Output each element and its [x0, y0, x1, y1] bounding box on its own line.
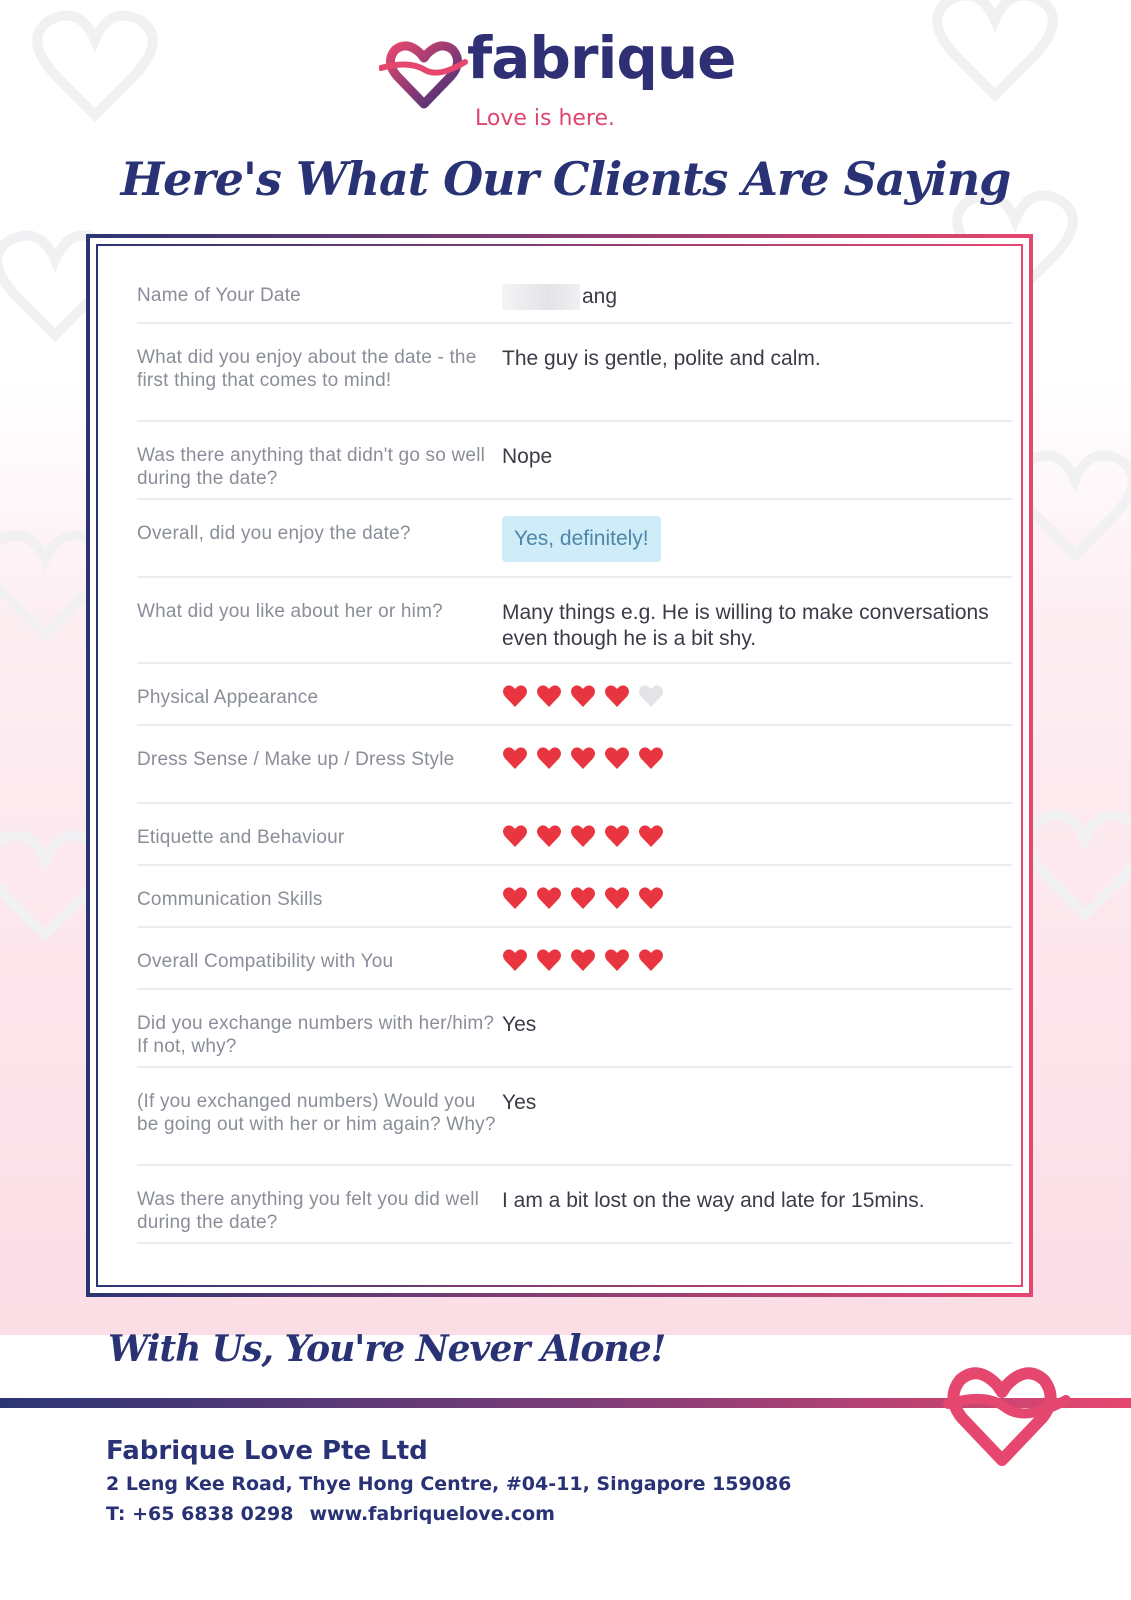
answer-value [502, 522, 1012, 562]
company-contact [106, 1503, 571, 1525]
heart-rating [502, 748, 1012, 770]
question-label: Communication Skills [137, 889, 323, 910]
heart-rating [502, 686, 1012, 708]
heart-filled-icon [638, 886, 664, 910]
question-label: Physical Appearance [137, 687, 319, 708]
feedback-form [137, 262, 1012, 1244]
question-label: Was there anything you felt you did well during the date? [137, 1189, 480, 1233]
fabrique-logo [385, 24, 755, 140]
brand-tagline: Love is here. [475, 106, 616, 131]
heart-filled-icon [638, 746, 664, 770]
answer-value: Many things e.g. He is willing to make conversations even though he is a bit shy. [502, 601, 989, 650]
form-row [137, 928, 1012, 990]
heart-filled-icon [570, 746, 596, 770]
form-row [137, 866, 1012, 928]
question-label: Name of Your Date [137, 285, 301, 306]
form-row [137, 726, 1012, 804]
question-label: Overall Compatibility with You [137, 951, 394, 972]
heart-filled-icon [570, 684, 596, 708]
website-link[interactable]: www.fabriquelove.com [309, 1503, 555, 1525]
form-row [137, 324, 1012, 422]
heart-knot-footer-icon [940, 1352, 1070, 1472]
heart-empty-icon [638, 684, 664, 708]
heart-filled-icon [570, 824, 596, 848]
question-label: Was there anything that didn't go so well during the date? [137, 445, 486, 489]
heart-filled-icon [502, 824, 528, 848]
heart-filled-icon [604, 684, 630, 708]
heart-filled-icon [502, 948, 528, 972]
heart-filled-icon [570, 948, 596, 972]
heart-filled-icon [536, 886, 562, 910]
question-label: Etiquette and Behaviour [137, 827, 345, 848]
company-name: Fabrique Love Pte Ltd [106, 1436, 428, 1466]
form-row [137, 262, 1012, 324]
answer-value: Yes [502, 1013, 537, 1036]
answer-value: I am a bit lost on the way and late for 15mins. [502, 1189, 925, 1212]
redaction-blur [502, 284, 580, 310]
heart-filled-icon [502, 886, 528, 910]
heart-filled-icon [536, 684, 562, 708]
form-row [137, 664, 1012, 726]
form-row [137, 1068, 1012, 1166]
answer-value: Yes [502, 1091, 537, 1114]
question-label: Overall, did you enjoy the date? [137, 523, 411, 544]
question-label: Dress Sense / Make up / Dress Style [137, 749, 455, 770]
heart-rating [502, 826, 1012, 848]
form-row [137, 990, 1012, 1068]
heart-filled-icon [638, 948, 664, 972]
heart-rating [502, 950, 1012, 972]
form-row [137, 500, 1012, 578]
heart-filled-icon [570, 886, 596, 910]
heart-filled-icon [502, 684, 528, 708]
heart-filled-icon [604, 824, 630, 848]
heart-filled-icon [638, 824, 664, 848]
answer-value: Nope [502, 445, 553, 468]
form-row [137, 422, 1012, 500]
heart-filled-icon [604, 948, 630, 972]
page-title: Here's What Our Clients Are Saying [120, 152, 1011, 206]
heart-filled-icon [536, 746, 562, 770]
heart-filled-icon [536, 824, 562, 848]
question-label: Did you exchange numbers with her/him? If not, why? [137, 1013, 495, 1057]
question-label: What did you like about her or him? [137, 601, 443, 622]
answer-badge: Yes, definitely! [502, 516, 661, 562]
phone-number: T: +65 6838 0298 [106, 1503, 294, 1525]
date-name-fragment: ang [582, 285, 618, 308]
company-address: 2 Leng Kee Road, Thye Hong Centre, #04-11, Singapore 159086 [106, 1473, 792, 1495]
heart-filled-icon [502, 746, 528, 770]
footer-slogan: With Us, You're Never Alone! [108, 1328, 666, 1370]
heart-filled-icon [536, 948, 562, 972]
form-row [137, 1166, 1012, 1244]
heart-filled-icon [604, 746, 630, 770]
question-label: What did you enjoy about the date - the first thing that comes to mind! [137, 347, 477, 391]
question-label: (If you exchanged numbers) Would you be going out with her or him again? Why? [137, 1091, 496, 1135]
answer-value: The guy is gentle, polite and calm. [502, 347, 821, 370]
heart-filled-icon [604, 886, 630, 910]
answer-value [502, 284, 1012, 310]
form-row [137, 804, 1012, 866]
heart-knot-logo-icon [379, 34, 469, 114]
heart-rating [502, 888, 1012, 910]
form-row [137, 578, 1012, 664]
brand-wordmark: fabrique [467, 24, 736, 92]
